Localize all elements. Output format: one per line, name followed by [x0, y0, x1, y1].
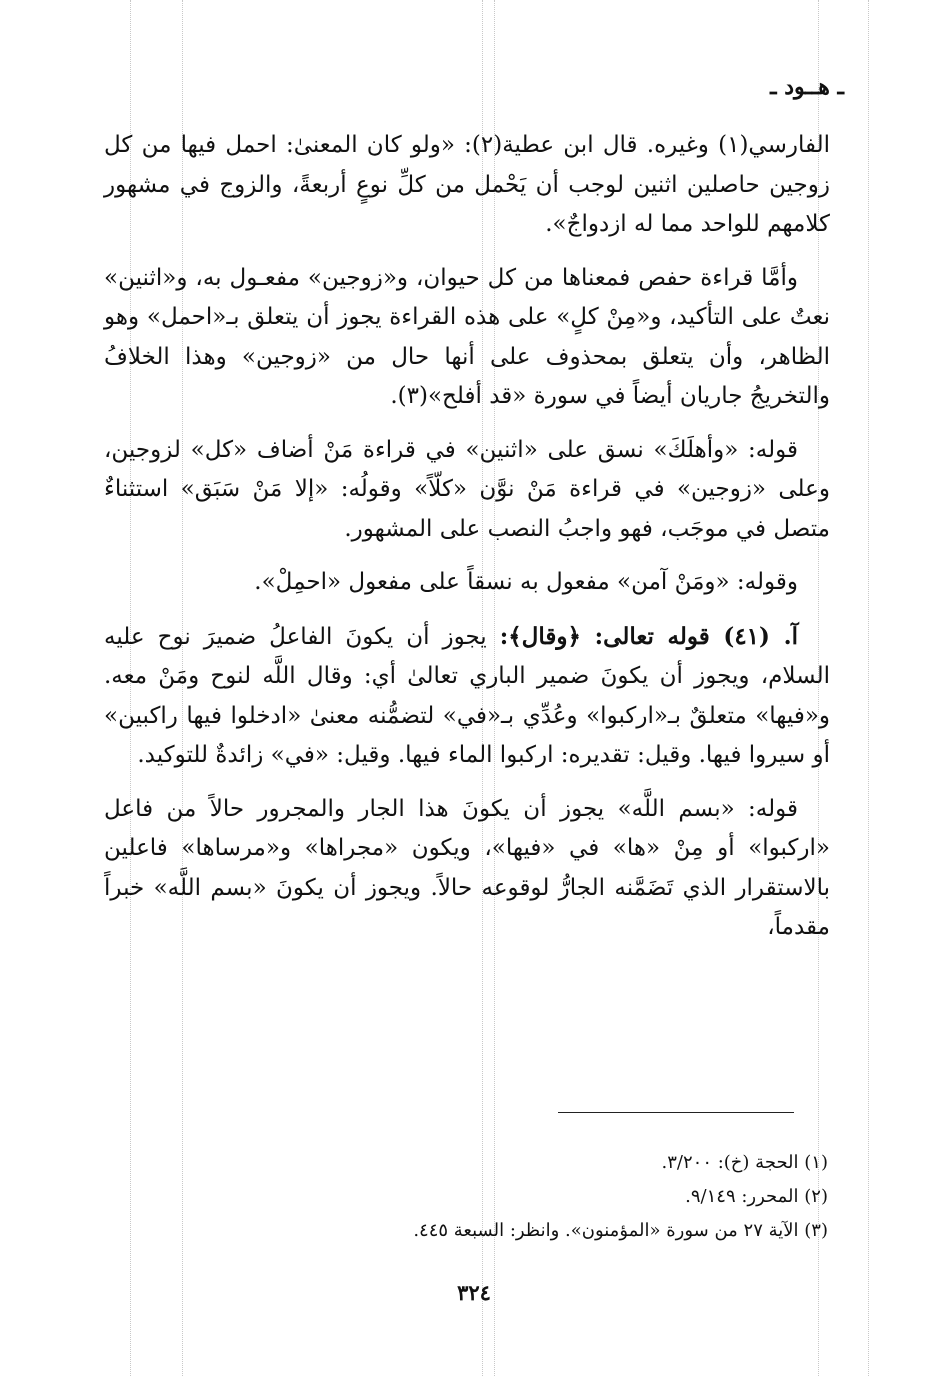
footnote-separator	[558, 1112, 794, 1113]
paragraph-continuation: الفارسي(١) وغيره. قال ابن عطية(٢): «ولو كان المعنىٰ: احمل فيها من كل زوجين حاصلين اثنين لوجب أن يَحْمل من كلِّ نوعٍ أربعةً، والزوج في مشهور كلامهم للواحد مما له ازدواجٌ».	[104, 132, 830, 237]
verse-label: آ. (٤١) قوله تعالى: ﴿وقال﴾:	[499, 622, 798, 650]
paragraph-bismillah: قوله: «بسم اللَّه» يجوز أن يكونَ هذا الجار والمجرور حالاً من فاعل «اركبوا» أو مِنْ «ها» في «فيها»، ويكون «مجراها» و«مرساها» فاعلين بالاستقرار الذي تَضَمَّنه الجارُّ لوقوعه حالاً. ويجوز أن يكونَ «بسم اللَّه» خبراً مقدماً،	[104, 795, 830, 940]
running-head: ـ هــود ـ	[770, 74, 844, 100]
footnote-1: (١) الحجة (خ): ٣/٢٠٠.	[661, 1152, 828, 1173]
paragraph-hafs-reading: وأمَّا قراءة حفص فمعناها من كل حيوان، و«زوجين» مفعـول به، و«اثنين» نعتٌ على التأكيد، و«مِنْ كلٍ» على هذه القراءة يجوز أن يتعلق بـ«احمل» وهو الظاهر، وأن يتعلق بمحذوف على أنها حال من «زوجين» وهذا الخلافُ والتخريجُ جاريان أيضاً في سورة «قد أفلح»(٣).	[104, 264, 830, 409]
main-text	[104, 126, 830, 962]
paragraph-verse-41	[104, 617, 830, 776]
footnote-3: (٣) الآية ٢٧ من سورة «المؤمنون». وانظر: السبعة ٤٤٥.	[413, 1220, 828, 1241]
footnotes	[268, 1146, 828, 1248]
paragraph-wa-man-amana: وقوله: «ومَنْ آمن» مفعول به نسقاً على مفعول «احمِلْ».	[254, 569, 798, 595]
paragraph-wa-ahlak: قوله: «وأهلَكَ» نسق على «اثنين» في قراءة مَنْ أضاف «كل» لزوجين، وعلى «زوجين» في قراءة مَنْ نوَّن «كلّاً» وقولُه: «إلا مَنْ سَبَق» استثناءٌ متصل في موجَب، فهو واجبُ النصب على المشهور.	[104, 436, 830, 542]
footnote-2: (٢) المحرر: ٩/١٤٩.	[685, 1186, 828, 1207]
scan-guide-line	[868, 0, 869, 1376]
page-number: ٣٢٤	[457, 1280, 491, 1305]
verse-commentary: يجوز أن يكونَ الفاعلُ ضميرَ نوح عليه السلام، ويجوز أن يكونَ ضمير الباري تعالىٰ أي: وقال اللَّه لنوح ومَنْ معه. و«فيها» متعلقٌ بـ«اركبوا» وعُدِّي بـ«في» لتضمُّنه معنىٰ «ادخلوا فيها راكبين» أو سيروا فيها. وقيل: تقديره: اركبوا الماء فيها. وقيل: «في» زائدةٌ للتوكيد.	[104, 623, 830, 768]
